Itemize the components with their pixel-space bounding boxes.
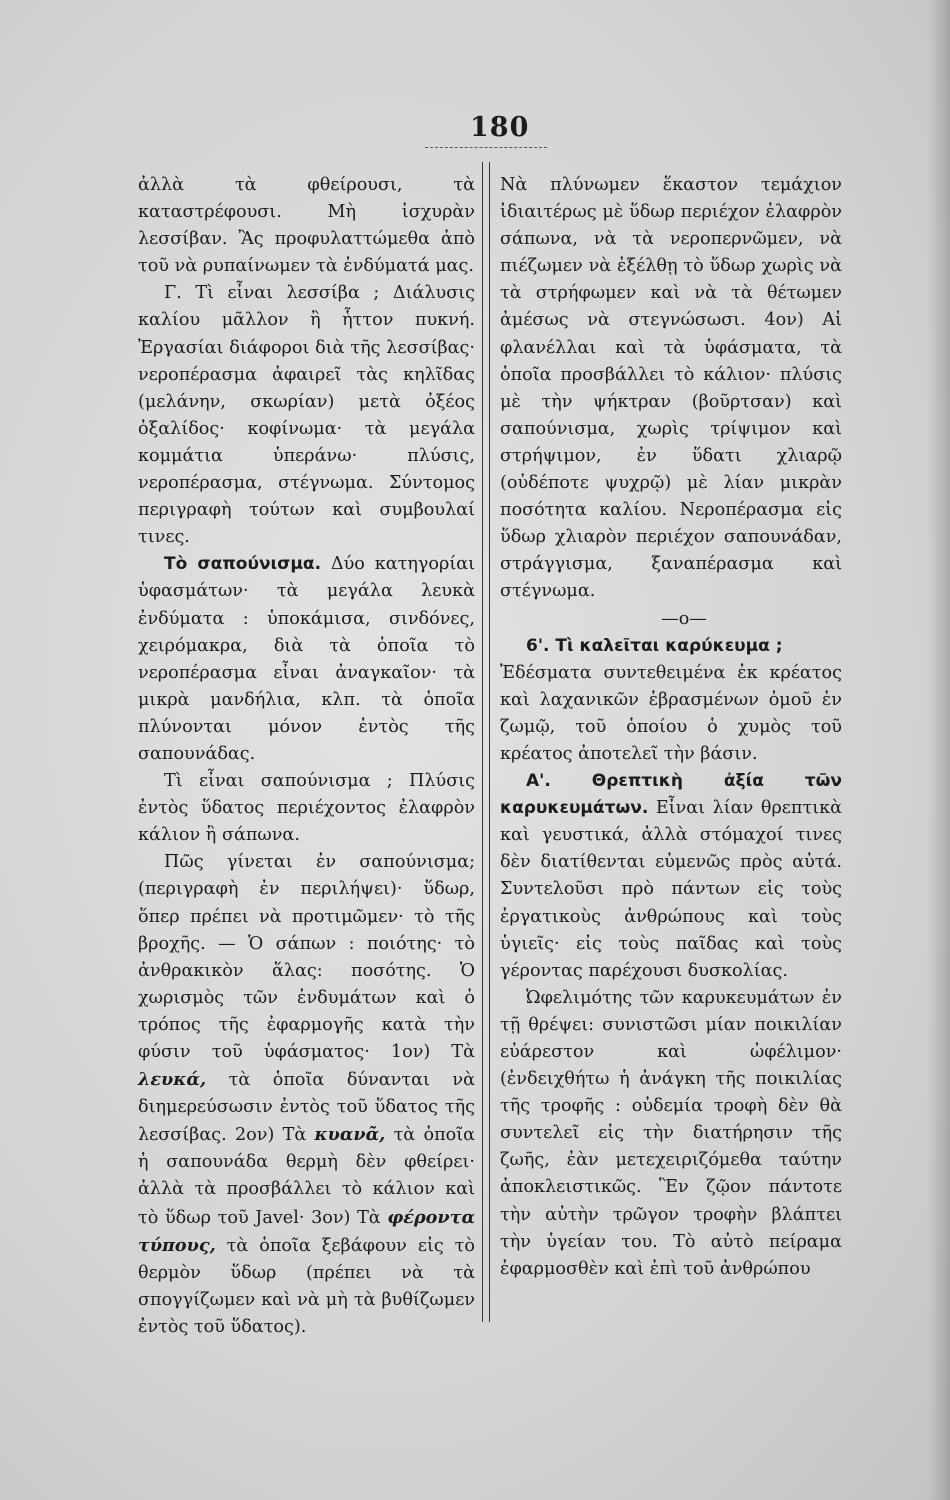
paragraph-text: Δύο κατηγορίαι ὑφασμάτων· τὰ μεγάλα λευκὰ ἐνδύματα : ὑποκάμισα, σινδόνες, χειρόμακρα, διὰ τὰ ὁποῖα τὸ νεροπέρασμα εἶναι ἀναγκαῖον· τὰ μικρὰ μανδήλια, κλπ. τὰ ὁποῖα πλύνονται μόνον ἐντὸς τῆς σαπουνάδας. xyxy=(138,554,475,764)
right-column xyxy=(500,172,842,1283)
paragraph-text: Πῶς γίνεται ἐν σαπούνισμα; (περιγραφὴ ἐν περιλήψει)· ὕδωρ, ὅπερ πρέπει νὰ προτιμῶμεν· τὸ τῆς βροχῆς. — Ὁ σάπων : ποιότης· τὸ ἀνθρακικὸν ἅλας: ποσότης. Ὁ χωρισμὸς τῶν ἐνδυμάτων καὶ ὁ τρόπος τῆς ἐφαρμογῆς κατὰ τὴν φύσιν τοῦ ὑφάσματος· 1ον) Τὰ xyxy=(138,852,475,1062)
paragraph xyxy=(138,551,475,768)
emphasis: φέροντα τύπους, xyxy=(138,1206,475,1256)
section-heading: 6'. Τὶ καλεῖται καρύκευμα ; xyxy=(526,635,783,656)
page-edge-shadow xyxy=(928,0,950,1500)
paragraph xyxy=(138,849,475,1341)
emphasis: λευκά, xyxy=(138,1069,207,1091)
paragraph-text: τὰ ὁποῖα ἡ σαπουνάδα θερμὴ δὲν φθείρει· ἀλλὰ τὰ προσβάλλει τὸ κάλιον καὶ τὸ ὕδωρ τοῦ Javel· 3ον) Τὰ xyxy=(138,1125,475,1228)
paragraph: Ἐδέσματα συντεθειμένα ἐκ κρέατος καὶ λαχανικῶν ἑβρασμένων ὁμοῦ ἐν ζωμῷ, τοῦ ὁποίου ὁ χυμὸς τοῦ κρέατος ἀποτελεῖ τὴν βάσιν. xyxy=(500,662,842,764)
paragraph: Γ. Τὶ εἶναι λεσσίβα ; Διάλυσις καλίου μᾶλλον ἢ ἧττον πυκνή. Ἐργασίαι διάφοροι διὰ τῆς λεσσίβας· νεροπέρασμα ἀφαιρεῖ τὰς κηλῖδας (μελάνην, σκωρίαν) μετὰ ὀξέος ὀξαλίδος· κοφίνωμα· τὰ μεγάλα κομμάτια ὑπεράνω· πλύσις, νεροπέρασμα, στέγνωμα. Σύντομος περιγραφὴ τούτων καὶ συμβουλαί τινες. xyxy=(138,283,475,548)
paragraph-text: τὰ ὁποῖα δύνανται νὰ διημερεύσωσιν ἐντὸς τοῦ ὕδατος τῆς λεσσίβας. 2ον) Τὰ xyxy=(138,1070,475,1146)
section-heading: Τὸ σαπούνισμα. xyxy=(164,554,322,575)
emphasis: κυανᾶ, xyxy=(314,1124,386,1146)
paragraph xyxy=(500,768,842,985)
section-separator: —o— xyxy=(661,608,707,629)
paragraph: Ὠφελιμότης τῶν καρυκευμάτων ἐν τῇ θρέψει: συνιστῶσι μίαν ποικιλίαν εὐάρεστον καὶ ὠφέλιμον· (ἐνδειχθήτω ἡ ἀνάγκη τῆς ποικιλίας τῆς τροφῆς : οὐδεμία τροφὴ δὲν θὰ συντελεῖ εἰς τὴν διατήρησιν τῆς ζωῆς, ἐὰν μετεχειριζόμεθα ταύτην ἀποκλειστικῶς. Ἓν ζῷον πάντοτε τὴν αὐτὴν τρῶγον τροφὴν βλάπτει τὴν ὑγείαν του. Τὸ αὐτὸ πείραμα ἐφαρμοσθὲν καὶ ἐπὶ τοῦ ἀνθρώπου xyxy=(500,987,842,1279)
section-heading: Α'. Θρεπτικὴ ἀξία τῶν καρυκευμάτων. xyxy=(500,771,842,819)
paragraph: Τὶ εἶναι σαπούνισμα ; Πλύσις ἐντὸς ὕδατος περιέχοντος ἐλαφρὸν κάλιον ἢ σάπωνα. xyxy=(138,771,475,846)
page-number: 180 xyxy=(470,112,530,143)
paragraph: ἀλλὰ τὰ φθείρουσι, τὰ καταστρέφουσι. Μὴ ἰσχυρὰν λεσσίβαν. Ἂς προφυλαττώμεθα ἀπὸ τοῦ νὰ ρυπαίνωμεν τὰ ἐνδύματά μας. xyxy=(138,175,475,277)
left-column xyxy=(138,172,475,1341)
column-divider xyxy=(482,162,490,1322)
paragraph: Νὰ πλύνωμεν ἕκαστον τεμάχιον ἰδιαιτέρως μὲ ὕδωρ περιέχον ἐλαφρὸν σάπωνα, νὰ τὰ νεροπερνῶμεν, νὰ πιέζωμεν νὰ ἐξέλθῃ τὸ ὕδωρ χωρὶς νὰ τὰ στρήφωμεν καὶ νὰ τὰ θέτωμεν ἀμέσως νὰ στεγνώσωσι. 4ον) Αἱ φλανέλλαι καὶ τὰ ὑφάσματα, τὰ ὁποῖα προσβάλλει τὸ κάλιον· πλύσις μὲ τὴν ψήκτραν (βοῦρτσαν) καὶ σαπούνισμα, χωρὶς τρίψιμον καὶ στρήψιμον, ἐν ὕδατι χλιαρῷ (οὐδέποτε ψυχρῷ) μὲ λίαν μικρὰν ποσότητα καλίου. Νεροπέρασμα εἰς ὕδωρ χλιαρὸν περιέχον σαπουνάδαν, στράγγισμα, ξαναπέρασμα καὶ στέγνωμα. xyxy=(500,175,842,602)
paragraph-text: τὰ ὁποῖα ξεβάφουν εἰς τὸ θερμὸν ὕδωρ (πρέπει νὰ τὰ σπογγίζωμεν καὶ νὰ μὴ τὰ βυθίζωμεν ἐντὸς τοῦ ὕδατος). xyxy=(138,1235,475,1337)
page-number-rule xyxy=(425,147,547,148)
paragraph-text: Εἶναι λίαν θρεπτικὰ καὶ γευστικά, ἀλλὰ στόμαχοί τινες δὲν διατίθενται εὐμενῶς πρὸς αὐτά. Συντελοῦσι πρὸ πάντων εἰς τοὺς ἐργατικοὺς ἀνθρώπους καὶ τοὺς ὑγιεῖς· εἰς τοὺς παῖδας καὶ τοὺς γέροντας παρέχουσι δυσκολίας. xyxy=(500,798,842,981)
